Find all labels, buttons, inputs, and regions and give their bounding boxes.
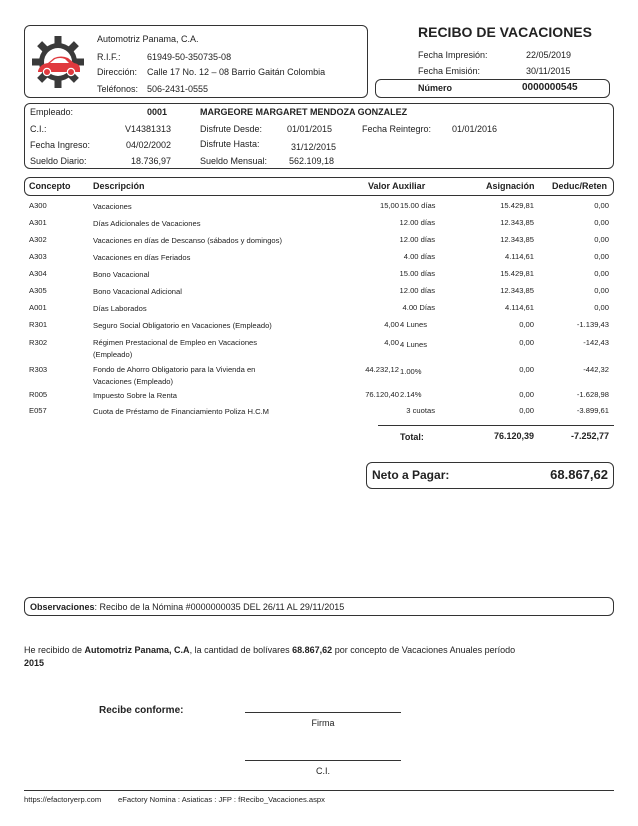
print-date: 22/05/2019 — [526, 50, 572, 60]
row-aux-value: 76.120,40 — [365, 390, 399, 399]
row-deduction: 0,00 — [594, 286, 609, 295]
to-value: 31/12/2015 — [291, 142, 337, 152]
statement-part: He recibido de — [24, 645, 85, 655]
row-description: Bono Vacacional — [93, 270, 150, 279]
row-code: R005 — [29, 390, 48, 399]
ci-line — [245, 760, 401, 761]
row-aux-unit: 2.14% — [400, 390, 422, 399]
row-deduction: -442,32 — [583, 365, 609, 374]
row-description: Seguro Social Obligatorio en Vacaciones (Empleado) — [93, 321, 272, 330]
col-aux: Valor Auxiliar — [368, 181, 426, 191]
total-rule — [378, 425, 614, 426]
row-deduction: -142,43 — [583, 338, 609, 347]
monthly-salary-label: Sueldo Mensual: — [200, 156, 268, 166]
footer-rule — [24, 790, 614, 791]
observations-label: Observaciones — [30, 602, 95, 612]
monthly-salary-value: 562.109,18 — [289, 156, 335, 166]
row-assignment: 0,00 — [519, 320, 534, 329]
company-name: Automotriz Panama, C.A. — [97, 34, 199, 44]
row-aux-unit: 12.00 días — [399, 218, 435, 227]
total-label: Total: — [400, 432, 424, 442]
receipt-number: 0000000545 — [522, 82, 578, 93]
daily-salary-label: Sueldo Diario: — [30, 156, 87, 166]
hire-date-label: Fecha Ingreso: — [30, 140, 91, 150]
signature-ci-label: C.I. — [315, 766, 330, 776]
ci-value: V14381313 — [124, 124, 171, 134]
row-assignment: 0,00 — [519, 406, 534, 415]
row-aux-unit: 4.00 días — [403, 252, 435, 261]
row-description: Vacaciones en días Feriados — [93, 253, 191, 262]
hire-date-value: 04/02/2002 — [125, 140, 171, 150]
row-aux-value: 15,00 — [379, 201, 399, 210]
sign-label: Firma — [311, 718, 335, 728]
row-code: A301 — [29, 218, 47, 227]
row-code: A304 — [29, 269, 47, 278]
row-deduction: 0,00 — [594, 235, 609, 244]
row-description: Días Adicionales de Vacaciones — [93, 219, 201, 228]
row-code: A305 — [29, 286, 47, 295]
employee-code: 0001 — [147, 107, 168, 117]
from-value: 01/01/2015 — [287, 124, 333, 134]
observations-text: : Recibo de la Nómina #0000000035 DEL 26/11 AL 29/11/2015 — [94, 602, 345, 612]
issue-date-label: Fecha Emisión: — [418, 66, 481, 76]
row-description: Bono Vacacional Adicional — [93, 287, 182, 296]
row-description: Vacaciones en días de Descanso (sábados y domingos) — [93, 236, 282, 245]
row-description: Días Laborados — [93, 304, 147, 313]
row-assignment: 4.114,61 — [505, 303, 534, 312]
row-code: A001 — [29, 303, 47, 312]
row-aux-unit: 15.00 días — [400, 201, 436, 210]
from-label: Disfrute Desde: — [200, 124, 263, 134]
row-aux-unit: 3 cuotas — [406, 406, 435, 415]
row-assignment: 0,00 — [519, 338, 534, 347]
statement-part: por concepto de Vacaciones Anuales período — [332, 645, 516, 655]
row-description: Vacaciones — [93, 202, 132, 211]
row-aux-unit: 12.00 días — [399, 286, 435, 295]
row-code: R302 — [29, 338, 48, 347]
observations — [30, 602, 344, 612]
to-label: Disfrute Hasta: — [200, 139, 260, 149]
row-deduction: 0,00 — [594, 218, 609, 227]
print-date-label: Fecha Impresión: — [418, 50, 488, 60]
row-assignment: 15.429,81 — [500, 269, 534, 278]
row-description: Fondo de Ahorro Obligatorio para la Vivienda en Vacaciones (Empleado) — [93, 365, 256, 386]
rif-value: 61949-50-350735-08 — [147, 52, 232, 62]
row-assignment: 12.343,85 — [500, 218, 534, 227]
company-logo — [28, 35, 88, 90]
address-value: Calle 17 No. 12 – 08 Barrio Gaitán Colombia — [147, 67, 326, 77]
row-code: R303 — [29, 365, 48, 374]
row-aux-value: 4,00 — [384, 320, 399, 329]
row-aux-unit: 4 Lunes — [400, 340, 428, 349]
statement-part: , la cantidad de bolívares — [189, 645, 293, 655]
row-code: R301 — [29, 320, 48, 329]
address-label: Dirección: — [97, 67, 138, 77]
row-code: A300 — [29, 201, 47, 210]
rif-label: R.I.F.: — [97, 52, 121, 62]
return-label: Fecha Reintegro: — [362, 124, 432, 134]
receipt-statement — [24, 644, 584, 670]
row-aux-unit: 1.00% — [400, 367, 422, 376]
received-label: Recibe conforme: — [99, 705, 184, 716]
ci-label: C.I.: — [30, 124, 47, 134]
row-deduction: 0,00 — [594, 201, 609, 210]
row-code: A302 — [29, 235, 47, 244]
row-aux-value: 44.232,12 — [365, 365, 399, 374]
row-assignment: 0,00 — [519, 365, 534, 374]
col-assignment: Asignación — [486, 181, 535, 191]
signature-line — [245, 712, 401, 713]
row-assignment: 15.429,81 — [500, 201, 534, 210]
row-aux-value: 4,00 — [384, 338, 399, 347]
employee-label: Empleado: — [30, 107, 74, 117]
col-concept: Concepto — [29, 181, 71, 191]
row-deduction: 0,00 — [594, 303, 609, 312]
row-description: Cuota de Préstamo de Financiamiento Poliza H.C.M — [93, 407, 270, 416]
row-assignment: 4.114,61 — [505, 252, 534, 261]
row-deduction: 0,00 — [594, 252, 609, 261]
return-value: 01/01/2016 — [452, 124, 498, 134]
row-assignment: 12.343,85 — [500, 286, 534, 295]
row-aux-unit: 12.00 días — [399, 235, 435, 244]
row-assignment: 0,00 — [519, 390, 534, 399]
row-deduction: 0,00 — [594, 269, 609, 278]
row-code: E057 — [29, 406, 47, 415]
receipt-title: RECIBO DE VACACIONES — [418, 24, 592, 40]
phone-label: Teléfonos: — [97, 84, 139, 94]
row-aux-unit: 4.00 Días — [402, 303, 435, 312]
row-description: Régimen Prestacional de Empleo en Vacaciones (Empleado) — [93, 338, 258, 359]
col-deduction: Deduc/Reten — [552, 181, 608, 191]
number-label: Número — [418, 83, 453, 93]
daily-salary-value: 18.736,97 — [130, 156, 171, 166]
row-code: A303 — [29, 252, 47, 261]
gear-car-icon — [28, 35, 88, 90]
net-value: 68.867,62 — [550, 467, 608, 482]
total-assignment: 76.120,39 — [493, 431, 534, 441]
footer-url: https://efactoryerp.com — [24, 795, 102, 804]
statement-amount: 68.867,62 — [292, 645, 333, 655]
row-deduction: -1.139,43 — [576, 320, 609, 329]
row-aux-unit: 15.00 días — [399, 269, 435, 278]
issue-date: 30/11/2015 — [526, 66, 571, 76]
phone-value: 506-2431-0555 — [147, 84, 209, 94]
row-deduction: -3.899,61 — [576, 406, 609, 415]
row-aux-unit: 4 Lunes — [400, 320, 428, 329]
footer-path: eFactory Nomina : Asiaticas : JFP : fRecibo_Vacaciones.aspx — [118, 795, 325, 804]
statement-company: Automotriz Panama, C.A — [84, 645, 190, 655]
row-deduction: -1.628,98 — [576, 390, 609, 399]
row-description: Impuesto Sobre la Renta — [93, 391, 178, 400]
net-label: Neto a Pagar: — [372, 468, 450, 482]
total-deduction: -7.252,77 — [570, 431, 609, 441]
statement-period: 2015 — [24, 658, 45, 668]
col-description: Descripción — [93, 181, 145, 191]
employee-name: MARGEORE MARGARET MENDOZA GONZALEZ — [200, 107, 408, 117]
row-assignment: 12.343,85 — [500, 235, 534, 244]
